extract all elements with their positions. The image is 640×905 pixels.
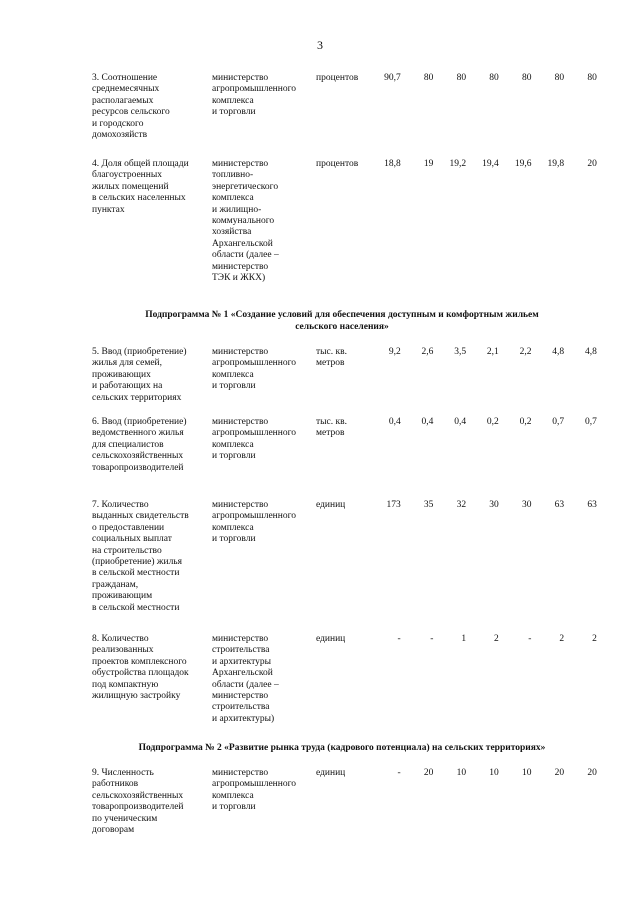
indicator-value: 0,4 bbox=[388, 417, 401, 427]
indicator-value: 0,2 bbox=[519, 417, 532, 427]
subprogram-heading-line: Подпрограмма № 1 «Создание условий для обеспечения доступным и комфортным жильем bbox=[145, 310, 539, 320]
unit-of-measure bbox=[316, 159, 368, 170]
responsible-body-line: министерство bbox=[212, 347, 269, 357]
unit-of-measure bbox=[316, 347, 368, 370]
indicator-name-line: ресурсов сельского bbox=[92, 107, 170, 118]
indicator-values bbox=[368, 347, 597, 358]
indicator-value: 10 bbox=[456, 768, 467, 778]
indicator-name bbox=[92, 73, 208, 141]
indicator-row bbox=[92, 500, 597, 614]
indicator-name-line: в сельских населенных bbox=[92, 193, 186, 204]
unit-line: процентов bbox=[316, 159, 359, 169]
responsible-body-line: агропромышленного bbox=[212, 428, 297, 439]
responsible-body-line: области (далее – bbox=[212, 679, 279, 690]
indicator-name-line: реализованных bbox=[92, 645, 154, 656]
unit-of-measure bbox=[316, 73, 368, 84]
responsible-body-line: Архангельской bbox=[212, 238, 273, 249]
indicator-name-line: проектов комплексного bbox=[92, 656, 187, 667]
indicator-name-line: под компактную bbox=[92, 679, 159, 690]
indicator-name-line: выданных свидетельств bbox=[92, 511, 189, 522]
responsible-body-line: и торговли bbox=[212, 802, 256, 813]
indicator-value: - bbox=[430, 634, 434, 644]
responsible-body-line: области (далее – bbox=[212, 250, 279, 261]
indicator-value: 1 bbox=[461, 634, 467, 644]
indicator-value: - bbox=[528, 634, 532, 644]
indicator-name-line: социальных выплат bbox=[92, 534, 172, 545]
indicator-name-line: располагаемых bbox=[92, 95, 154, 106]
indicator-value: - bbox=[397, 634, 401, 644]
indicator-value: 80 bbox=[456, 73, 467, 83]
indicator-name-line: пунктах bbox=[92, 204, 125, 215]
indicator-value: 20 bbox=[554, 768, 565, 778]
unit-of-measure bbox=[316, 768, 368, 779]
indicator-values bbox=[368, 500, 597, 511]
responsible-body bbox=[212, 159, 314, 284]
indicator-name-line: жилья для семей, bbox=[92, 358, 163, 369]
indicator-name bbox=[92, 500, 208, 614]
indicator-name-line: благоустроенных bbox=[92, 170, 162, 181]
unit-line: тыс. кв. bbox=[316, 347, 347, 357]
indicator-value: 19,8 bbox=[547, 159, 565, 169]
indicator-name bbox=[92, 634, 208, 702]
responsible-body bbox=[212, 768, 314, 814]
indicator-name bbox=[92, 417, 208, 474]
indicator-name-line: сельскохозяйственных bbox=[92, 451, 184, 462]
indicator-value: 0,4 bbox=[421, 417, 434, 427]
indicator-value: 90,7 bbox=[384, 73, 401, 83]
indicator-value: 3,5 bbox=[454, 347, 467, 357]
indicator-row bbox=[92, 417, 597, 474]
indicator-values bbox=[368, 768, 597, 779]
responsible-body-line: министерство bbox=[212, 159, 269, 169]
indicator-value: 2 bbox=[494, 634, 499, 644]
indicator-value: 2,1 bbox=[486, 347, 499, 357]
subprogram-heading bbox=[32, 309, 640, 333]
subprogram-heading-line: сельского населения» bbox=[295, 322, 389, 332]
responsible-body-line: и торговли bbox=[212, 534, 256, 545]
responsible-body-line: строительства bbox=[212, 645, 270, 656]
indicator-value: 2,2 bbox=[519, 347, 532, 357]
indicator-value: 4,8 bbox=[552, 347, 565, 357]
indicator-value: 19 bbox=[423, 159, 434, 169]
indicator-name-line: сельских территориях bbox=[92, 392, 182, 403]
indicator-value: 19,6 bbox=[514, 159, 532, 169]
indicator-value: 173 bbox=[386, 500, 401, 510]
responsible-body-line: коммунального bbox=[212, 216, 275, 227]
indicator-name-line: 9. Численность bbox=[92, 768, 154, 778]
responsible-body-line: комплекса bbox=[212, 369, 254, 380]
subprogram-heading-line: Подпрограмма № 2 «Развитие рынка труда (кадрового потенциала) на сельских территориях» bbox=[138, 743, 546, 753]
indicator-value: 2 bbox=[592, 634, 597, 644]
responsible-body-line: комплекса bbox=[212, 193, 254, 204]
responsible-body-line: агропромышленного bbox=[212, 358, 297, 369]
unit-of-measure bbox=[316, 500, 368, 511]
indicator-value: 30 bbox=[521, 500, 532, 510]
indicator-value: 35 bbox=[423, 500, 434, 510]
indicator-value: 63 bbox=[554, 500, 565, 510]
responsible-body-line: агропромышленного bbox=[212, 511, 297, 522]
indicator-name-line: домохозяйств bbox=[92, 130, 148, 141]
indicator-name-line: 5. Ввод (приобретение) bbox=[92, 347, 187, 357]
indicator-value: 80 bbox=[587, 73, 597, 83]
indicator-value: 80 bbox=[489, 73, 499, 83]
indicator-value: 10 bbox=[521, 768, 532, 778]
responsible-body-line: комплекса bbox=[212, 439, 254, 450]
indicator-value: 4,8 bbox=[584, 347, 597, 357]
indicator-name-line: договорам bbox=[92, 825, 135, 836]
indicator-name-line: товаропроизводителей bbox=[92, 462, 184, 473]
responsible-body-line: агропромышленного bbox=[212, 779, 297, 790]
indicator-value: 30 bbox=[489, 500, 499, 510]
indicator-row bbox=[92, 634, 597, 725]
indicator-value: 18,8 bbox=[384, 159, 401, 169]
responsible-body-line: министерство bbox=[212, 691, 269, 702]
indicator-name-line: и городского bbox=[92, 118, 144, 129]
indicator-row bbox=[92, 347, 597, 404]
indicator-name-line: для специалистов bbox=[92, 439, 164, 450]
responsible-body-line: комплекса bbox=[212, 790, 254, 801]
indicator-values bbox=[368, 159, 597, 170]
indicator-value: 20 bbox=[587, 159, 597, 169]
indicator-name-line: среднемесячных bbox=[92, 84, 160, 95]
indicator-name-line: обустройства площадок bbox=[92, 668, 189, 679]
indicator-value: 0,7 bbox=[584, 417, 597, 427]
responsible-body bbox=[212, 500, 314, 546]
unit-line: единиц bbox=[316, 634, 346, 644]
indicator-value: 80 bbox=[423, 73, 434, 83]
responsible-body-line: ТЭК и ЖКХ) bbox=[212, 273, 266, 284]
responsible-body-line: и жилищно- bbox=[212, 204, 262, 215]
indicator-row bbox=[92, 768, 597, 836]
indicator-name-line: на строительство bbox=[92, 545, 162, 556]
indicator-name-line: 3. Соотношение bbox=[92, 73, 158, 83]
indicator-value: 32 bbox=[456, 500, 467, 510]
responsible-body bbox=[212, 634, 314, 725]
indicator-value: 0,7 bbox=[552, 417, 565, 427]
responsible-body-line: комплекса bbox=[212, 522, 254, 533]
indicator-name bbox=[92, 768, 208, 836]
responsible-body-line: топливно- bbox=[212, 170, 254, 181]
unit-of-measure bbox=[316, 634, 368, 645]
indicator-value: 2,6 bbox=[421, 347, 434, 357]
indicator-value: 80 bbox=[521, 73, 532, 83]
responsible-body-line: министерство bbox=[212, 768, 269, 778]
indicator-name-line: по ученическим bbox=[92, 813, 158, 824]
indicator-value: 63 bbox=[587, 500, 597, 510]
indicator-name-line: о предоставлении bbox=[92, 522, 165, 533]
indicator-values bbox=[368, 417, 597, 428]
indicator-name-line: в сельской местности bbox=[92, 602, 180, 613]
indicator-value: 19,4 bbox=[482, 159, 499, 169]
indicator-name-line: товаропроизводителей bbox=[92, 802, 184, 813]
responsible-body-line: министерство bbox=[212, 634, 269, 644]
indicator-value: 0,4 bbox=[454, 417, 467, 427]
indicator-row bbox=[92, 73, 597, 141]
responsible-body bbox=[212, 347, 314, 393]
responsible-body-line: Архангельской bbox=[212, 668, 273, 679]
indicator-value: 19,2 bbox=[449, 159, 467, 169]
responsible-body-line: и торговли bbox=[212, 381, 256, 392]
indicator-name-line: в сельской местности bbox=[92, 568, 180, 579]
indicator-name-line: и работающих на bbox=[92, 381, 163, 392]
subprogram-heading bbox=[32, 742, 640, 754]
responsible-body-line: и архитектуры) bbox=[212, 713, 275, 724]
responsible-body-line: и торговли bbox=[212, 451, 256, 462]
responsible-body-line: и архитектуры bbox=[212, 656, 272, 667]
indicator-name-line: (приобретение) жилья bbox=[92, 557, 183, 568]
indicator-values bbox=[368, 73, 597, 84]
indicator-name-line: сельскохозяйственных bbox=[92, 790, 184, 801]
responsible-body-line: комплекса bbox=[212, 95, 254, 106]
indicator-value: 20 bbox=[587, 768, 597, 778]
indicator-name-line: ведомственного жилья bbox=[92, 428, 184, 439]
responsible-body-line: министерство bbox=[212, 417, 269, 427]
indicator-value: 9,2 bbox=[388, 347, 401, 357]
indicator-name-line: гражданам, bbox=[92, 579, 139, 590]
unit-line: процентов bbox=[316, 73, 359, 83]
page-number: 3 bbox=[317, 38, 323, 52]
indicator-values bbox=[368, 634, 597, 645]
responsible-body-line: хозяйства bbox=[212, 227, 252, 238]
responsible-body-line: министерство bbox=[212, 500, 269, 510]
indicator-name-line: жилых помещений bbox=[92, 181, 169, 192]
indicator-name bbox=[92, 347, 208, 404]
indicator-value: 80 bbox=[554, 73, 565, 83]
responsible-body-line: энергетического bbox=[212, 181, 279, 192]
indicator-name-line: 8. Количество bbox=[92, 634, 149, 644]
indicator-value: - bbox=[397, 768, 401, 778]
unit-line: тыс. кв. bbox=[316, 417, 347, 427]
responsible-body bbox=[212, 417, 314, 463]
responsible-body bbox=[212, 73, 314, 119]
unit-line: единиц bbox=[316, 768, 346, 778]
responsible-body-line: министерство bbox=[212, 73, 269, 83]
indicator-name-line: проживающим bbox=[92, 591, 153, 602]
indicator-row bbox=[92, 159, 597, 284]
indicator-name-line: проживающих bbox=[92, 369, 151, 380]
responsible-body-line: агропромышленного bbox=[212, 84, 297, 95]
indicator-name-line: жилищную застройку bbox=[92, 691, 181, 702]
responsible-body-line: министерство bbox=[212, 261, 269, 272]
indicator-value: 0,2 bbox=[486, 417, 499, 427]
indicator-name-line: 4. Доля общей площади bbox=[92, 159, 189, 169]
unit-of-measure bbox=[316, 417, 368, 440]
indicator-name-line: работников bbox=[92, 779, 139, 790]
unit-line: метров bbox=[316, 358, 345, 369]
unit-line: метров bbox=[316, 428, 345, 439]
indicator-value: 10 bbox=[489, 768, 499, 778]
unit-line: единиц bbox=[316, 500, 346, 510]
indicator-name bbox=[92, 159, 208, 216]
indicator-value: 2 bbox=[559, 634, 565, 644]
responsible-body-line: и торговли bbox=[212, 107, 256, 118]
indicator-name-line: 7. Количество bbox=[92, 500, 149, 510]
indicator-name-line: 6. Ввод (приобретение) bbox=[92, 417, 187, 427]
responsible-body-line: строительства bbox=[212, 702, 270, 713]
indicator-value: 20 bbox=[423, 768, 434, 778]
